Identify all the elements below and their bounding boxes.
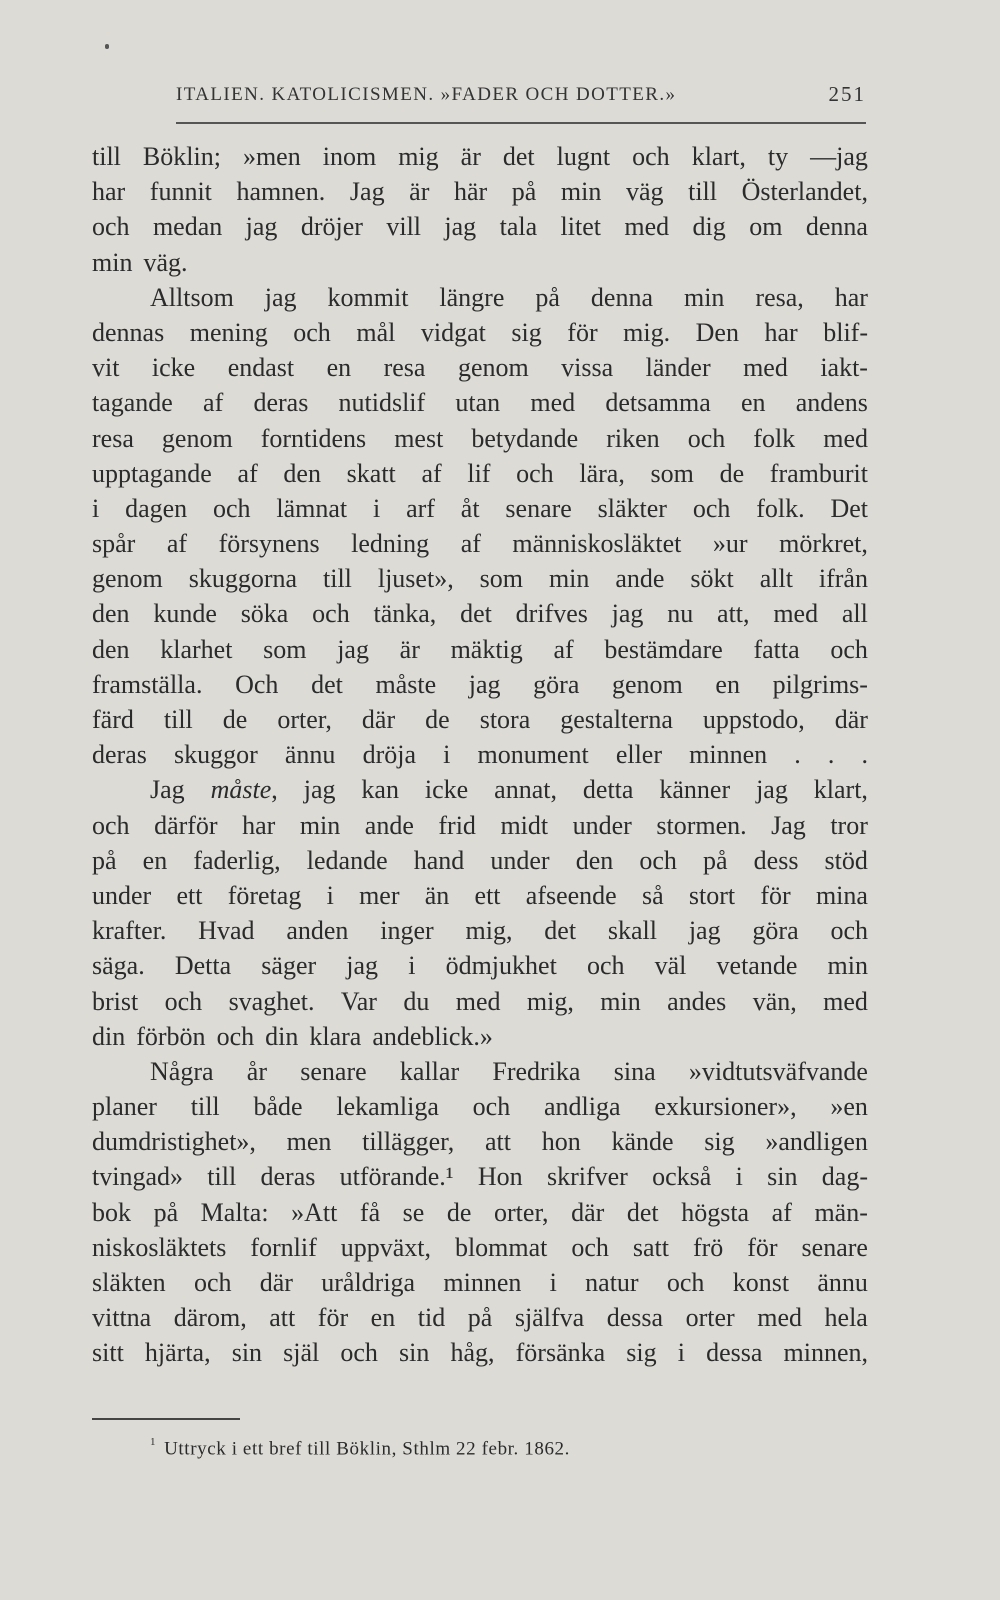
text-line: tagande af deras nutidslif utan med detsamma en andens <box>92 388 868 418</box>
text-line: framställa. Och det måste jag göra genom en pilgrims- <box>92 669 868 699</box>
text-line: krafter. Hvad anden inger mig, det skall jag göra och <box>92 916 868 946</box>
text-line: i dagen och lämnat i arf åt senare släkter och folk. Det <box>92 493 868 523</box>
text-line: under ett företag i mer än ett afseende så stort för mina <box>92 880 868 910</box>
text-line: din förbön och din klara andeblick.» <box>92 1021 493 1051</box>
text-line: min väg. <box>92 247 188 277</box>
text-line: niskosläktets fornlif uppväxt, blommat och satt frö för senare <box>92 1232 868 1262</box>
footnote-text: Uttryck i ett bref till Böklin, Sthlm 22 febr. 1862. <box>164 1438 570 1460</box>
text-line: Några år senare kallar Fredrika sina »vidtutsväfvande <box>150 1056 868 1086</box>
text-line: släkten och där uråldriga minnen i natur och konst ännu <box>92 1268 868 1297</box>
text-line: deras skuggor ännu dröja i monument eller minnen . . . <box>92 740 868 770</box>
text-line: upptagande af den skatt af lif och lära, som de framburit <box>92 458 868 488</box>
header-rule <box>176 122 866 124</box>
text-line: har funnit hamnen. Jag är här på min väg till Österlandet, <box>92 177 868 207</box>
text-line: och därför har min ande frid midt under stormen. Jag tror <box>92 810 868 840</box>
text-line: till Böklin; »men inom mig är det lugnt och klart, ty —jag <box>92 142 868 171</box>
running-head <box>176 84 866 114</box>
running-head-title: ITALIEN. KATOLICISMEN. »FADER OCH DOTTER.» <box>176 84 677 105</box>
text-line: vittna därom, att för en tid på själfva dessa orter med hela <box>92 1303 868 1333</box>
text-line: och medan jag dröjer vill jag tala litet med dig om denna <box>92 212 868 242</box>
footnote-marker: 1 <box>150 1436 157 1448</box>
text-line: dennas mening och mål vidgat sig för mig. Den har blif- <box>92 317 868 347</box>
footnote <box>150 1438 570 1460</box>
text-line: resa genom forntidens mest betydande riken och folk med <box>92 423 868 453</box>
text-line: den klarhet som jag är mäktig af bestämdare fatta och <box>92 634 868 664</box>
text-line: Alltsom jag kommit längre på denna min resa, har <box>150 282 868 312</box>
text-line: planer till både lekamliga och andliga exkursioner», »en <box>92 1092 868 1122</box>
page-number: 251 <box>828 82 866 106</box>
text-line: tvingad» till deras utförande.¹ Hon skrifver också i sin dag- <box>92 1162 868 1192</box>
text-line: Jag måste, jag kan icke annat, detta känner jag klart, <box>150 775 868 805</box>
emphasis: måste <box>210 775 272 805</box>
ink-speck <box>105 44 109 49</box>
text-line: bok på Malta: »Att få se de orter, där det högsta af män- <box>92 1197 868 1227</box>
text-line: sitt hjärta, sin själ och sin håg, försänka sig i dessa minnen, <box>92 1338 868 1368</box>
text-line: den kunde söka och tänka, det drifves jag nu att, med all <box>92 599 868 629</box>
text-line: brist och svaghet. Var du med mig, min andes vän, med <box>92 986 868 1016</box>
text-line: säga. Detta säger jag i ödmjukhet och väl vetande min <box>92 951 868 981</box>
text-line: dumdristighet», men tillägger, att hon kände sig »andligen <box>92 1127 868 1157</box>
footnote-rule <box>92 1418 240 1420</box>
text-line: färd till de orter, där de stora gestalterna uppstodo, där <box>92 705 868 734</box>
text-line: på en faderlig, ledande hand under den och på dess stöd <box>92 845 868 875</box>
text-line: spår af försynens ledning af människosläktet »ur mörkret, <box>92 529 868 559</box>
text-line: vit icke endast en resa genom vissa länder med iakt- <box>92 353 868 383</box>
text-line: genom skuggorna till ljuset», som min ande sökt allt ifrån <box>92 564 868 594</box>
body-text <box>92 142 868 1374</box>
